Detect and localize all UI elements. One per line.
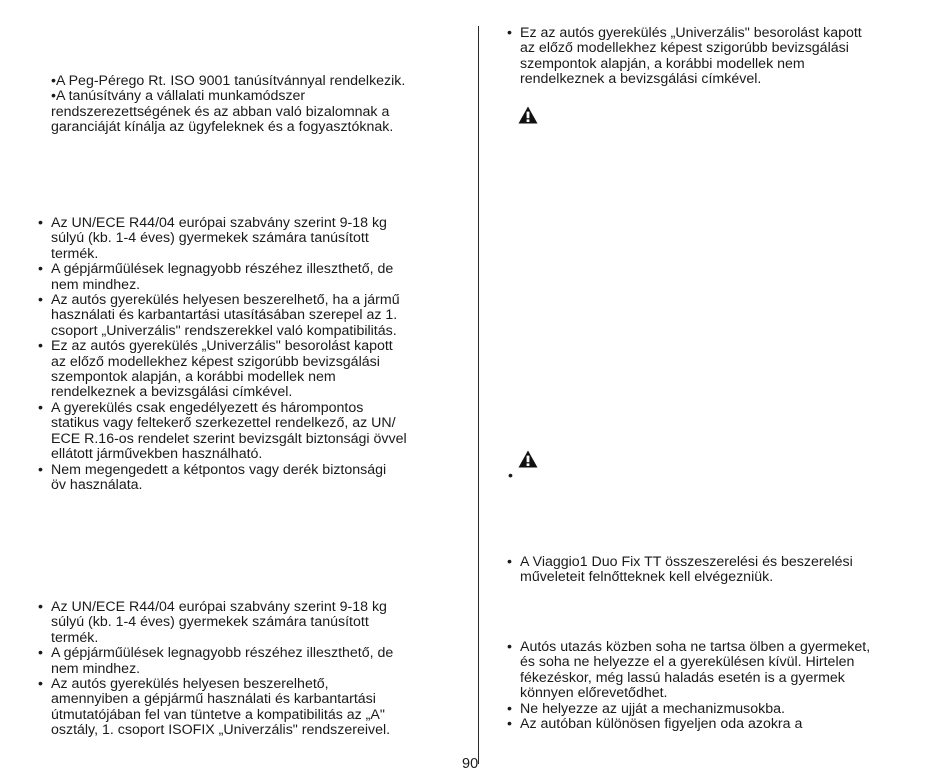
safety-warnings-list (507, 640, 870, 732)
text-line: fékezéskor, még lassú haladás esetén is a gyermek (520, 669, 845, 686)
text-line: termék. (51, 245, 99, 262)
text-line: osztály, 1. csoport ISOFIX „Univerzális" rendszereivel. (51, 722, 391, 739)
text-line: szempontok alapján, a korábbi modellek nem (51, 369, 336, 386)
list-item (38, 401, 407, 463)
text-line: • Autós utazás közben soha ne tartsa ölben a gyermeket, (520, 639, 871, 655)
text-line: csoport „Univerzális" rendszerekkel való kompatibilitás. (51, 322, 397, 339)
text-line: • A Viaggio1 Duo Fix TT összeszerelési és beszerelési (520, 554, 853, 570)
text-line: termék. (51, 629, 99, 646)
text-line: • Ne helyezze az ujját a mechanizmusokba. (520, 700, 785, 717)
list-item (507, 26, 862, 88)
text-line: • A gépjárműülések legnagyobb részéhez illeszthető, de (51, 645, 394, 662)
text-line: • A gyerekülés csak engedélyezett és hárompontos (51, 399, 364, 416)
warning-triangle-icon (518, 106, 538, 124)
assembly-note (507, 555, 853, 586)
text-line: •A Peg-Pérego Rt. ISO 9001 tanúsítvánnyal rendelkezik. (51, 73, 406, 89)
text-line: útmutatójában fel van tüntetve a kompatibilitás az „A" (51, 706, 385, 723)
text-line: és soha ne helyezze el a gyerekülésen kívül. Hirtelen (520, 654, 855, 671)
list-item (38, 677, 393, 739)
text-line: könnyen előrevetődhet. (520, 685, 668, 702)
text-line: öv használata. (51, 476, 143, 493)
text-line: használati és karbantartási utasításában szerepel az 1. (51, 307, 398, 324)
text-line: nem mindhez. (51, 660, 141, 677)
list-item (38, 646, 393, 677)
list-item (38, 339, 407, 401)
text-line: ellátott járművekben használható. (51, 446, 263, 463)
text-line: • Az autóban különösen figyeljen oda azokra a (520, 716, 803, 733)
list-item (38, 293, 407, 339)
text-line: rendszerezettségének és az abban való bizalomnak a (51, 103, 390, 120)
text-line: súlyú (kb. 1-4 éves) gyermekek számára tanúsított (51, 230, 369, 247)
list-item (38, 262, 407, 293)
text-line: • Az autós gyerekülés helyesen beszerelhető, (51, 676, 329, 693)
text-line: • Nem megengedett a kétpontos vagy derék biztonsági (51, 461, 387, 478)
column-divider (478, 26, 479, 764)
list-item (507, 555, 853, 586)
empty-bullet: • (508, 468, 513, 484)
text-line: statikus vagy feltekerő szerkezettel rendelkező, az UN/ (51, 415, 396, 432)
list-item (507, 702, 870, 717)
page-number: 90 (462, 756, 479, 772)
list-item (38, 463, 407, 494)
text-line: amennyiben a gépjármű használati és karbantartási (51, 691, 376, 708)
list-item (507, 717, 870, 732)
text-line: • Ez az autós gyerekülés „Univerzális" besorolást kapott (51, 338, 393, 355)
list-item (507, 640, 870, 702)
text-line: szempontok alapján, a korábbi modellek nem (520, 55, 805, 72)
text-line: • A gépjárműülések legnagyobb részéhez illeszthető, de (51, 261, 394, 278)
text-line: •A tanúsítvány a vállalati munkamódszer (51, 88, 306, 105)
certification-intro (51, 74, 405, 136)
text-line: garanciáját kínálja az ügyfeleknek és a fogyasztóknak. (51, 119, 394, 136)
text-line: az előző modellekhez képest szigorúbb bevizsgálási (520, 40, 849, 57)
certification-list-universal (38, 216, 407, 493)
text-line: nem mindhez. (51, 276, 141, 293)
text-line: rendelkeznek a bevizsgálási címkével. (51, 384, 293, 401)
text-line: • Ez az autós gyerekülés „Univerzális" besorolást kapott (520, 25, 862, 41)
text-line: • Az UN/ECE R44/04 európai szabvány szerint 9-18 kg (51, 599, 387, 615)
text-line: műveleteit felnőtteknek kell elvégezniük. (520, 569, 774, 586)
text-line: súlyú (kb. 1-4 éves) gyermekek számára tanúsított (51, 614, 369, 631)
text-line: ECE R.16-os rendelet szerint bevizsgált biztonsági övvel (51, 430, 407, 447)
text-line: • Az UN/ECE R44/04 európai szabvány szerint 9-18 kg (51, 215, 387, 231)
universal-classification-note (507, 26, 862, 88)
list-item (38, 600, 393, 646)
certification-list-isofix (38, 600, 393, 739)
list-item (38, 216, 407, 262)
text-line: az előző modellekhez képest szigorúbb bevizsgálási (51, 353, 380, 370)
text-line: rendelkeznek a bevizsgálási címkével. (520, 71, 762, 88)
text-line: • Az autós gyerekülés helyesen beszerelhető, ha a jármű (51, 292, 400, 309)
warning-triangle-icon (518, 450, 538, 468)
